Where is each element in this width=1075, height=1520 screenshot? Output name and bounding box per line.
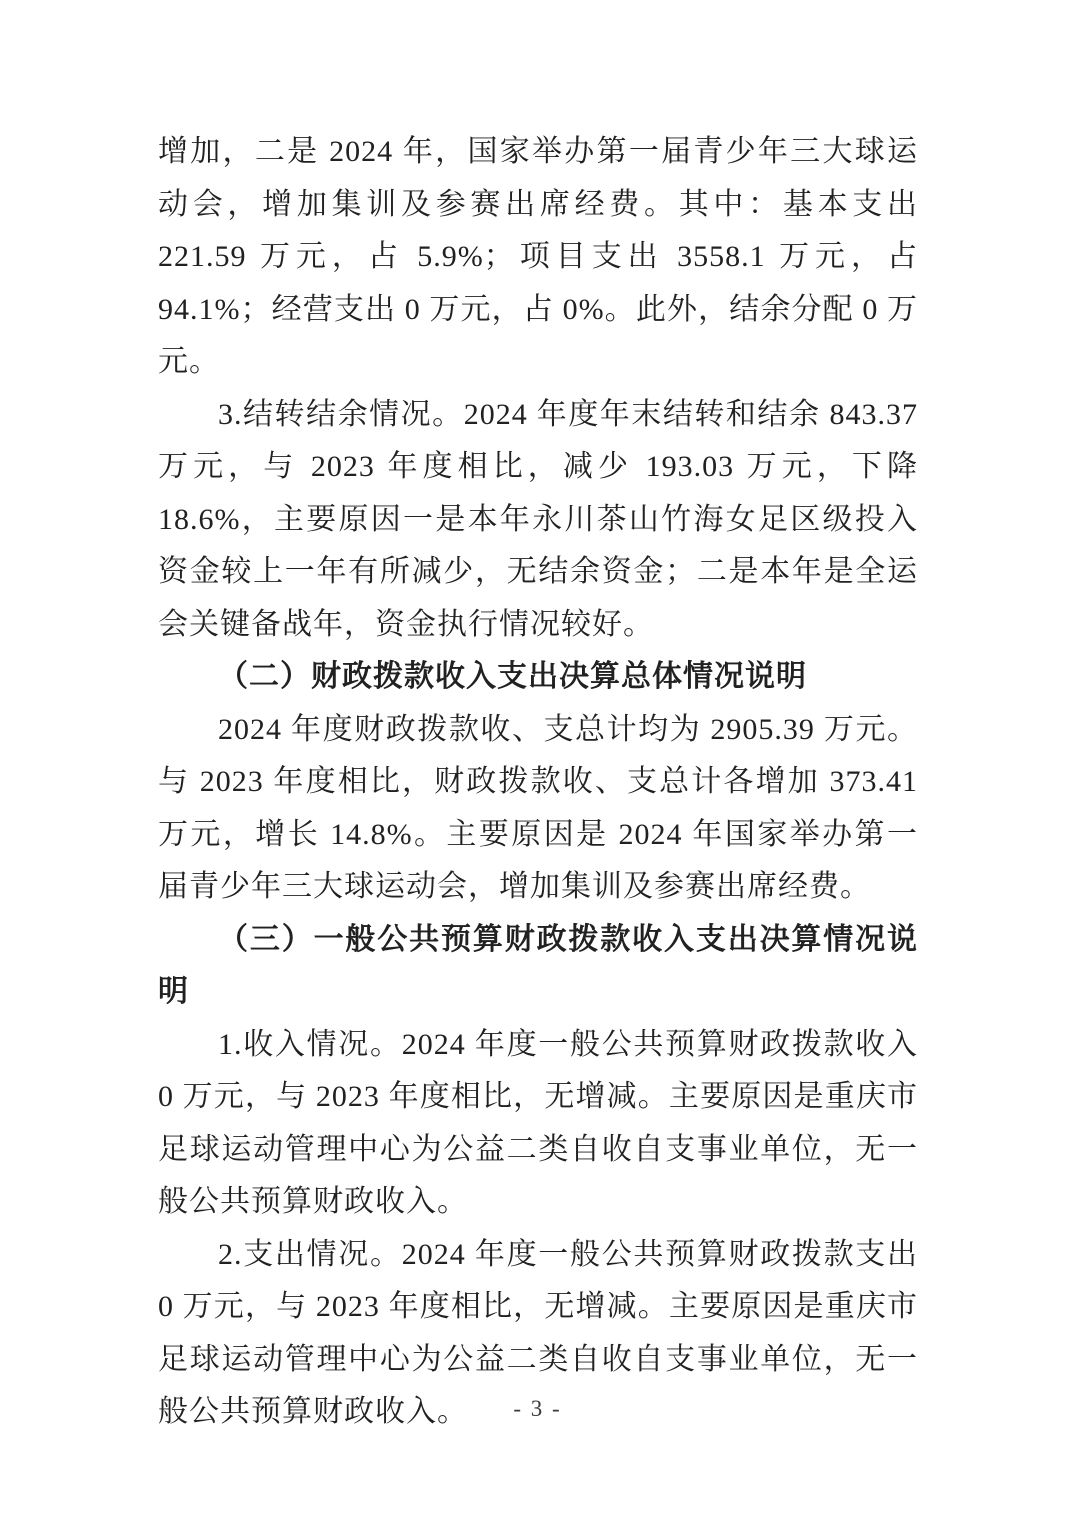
paragraph: 1.收入情况。2024 年度一般公共预算财政拨款收入 0 万元，与 2023 年度相比，无增减。主要原因是重庆市足球运动管理中心为公益二类自收自支事业单位，无一般公共预算财政收入。 (158, 1027, 918, 1218)
paragraph: 3.结转结余情况。2024 年度年末结转和结余 843.37 万元，与 2023 年度相比，减少 193.03 万元，下降 18.6%，主要原因一是本年永川茶山竹海女足区级投入资金较上一年有所减少，无结余资金；二是本年是全运会关键备战年，资金执行情况较好。 (158, 397, 918, 641)
paragraph: 2.支出情况。2024 年度一般公共预算财政拨款支出 0 万元，与 2023 年度相比，无增减。主要原因是重庆市足球运动管理中心为公益二类自收自支事业单位，无一般公共预算财政收入。 (158, 1237, 918, 1428)
paragraph: 2024 年度财政拨款收、支总计均为 2905.39 万元。与 2023 年度相比，财政拨款收、支总计各增加 373.41 万元，增长 14.8%。主要原因是 2024 年国家举办第一届青少年三大球运动会，增加集训及参赛出席经费。 (158, 712, 918, 903)
page-number: - 3 - (513, 1396, 562, 1421)
section-heading: （二）财政拨款收入支出决算总体情况说明 (218, 660, 807, 693)
section-heading: （三）一般公共预算财政拨款收入支出决算情况说明 (158, 922, 918, 1008)
paragraph: 增加，二是 2024 年，国家举办第一届青少年三大球运动会，增加集训及参赛出席经费。其中：基本支出 221.59 万元，占 5.9%；项目支出 3558.1 万元，占 94.1%；经营支出 0 万元，占 0%。此外，结余分配 0 万元。 (158, 135, 918, 378)
document-body (158, 126, 918, 1439)
